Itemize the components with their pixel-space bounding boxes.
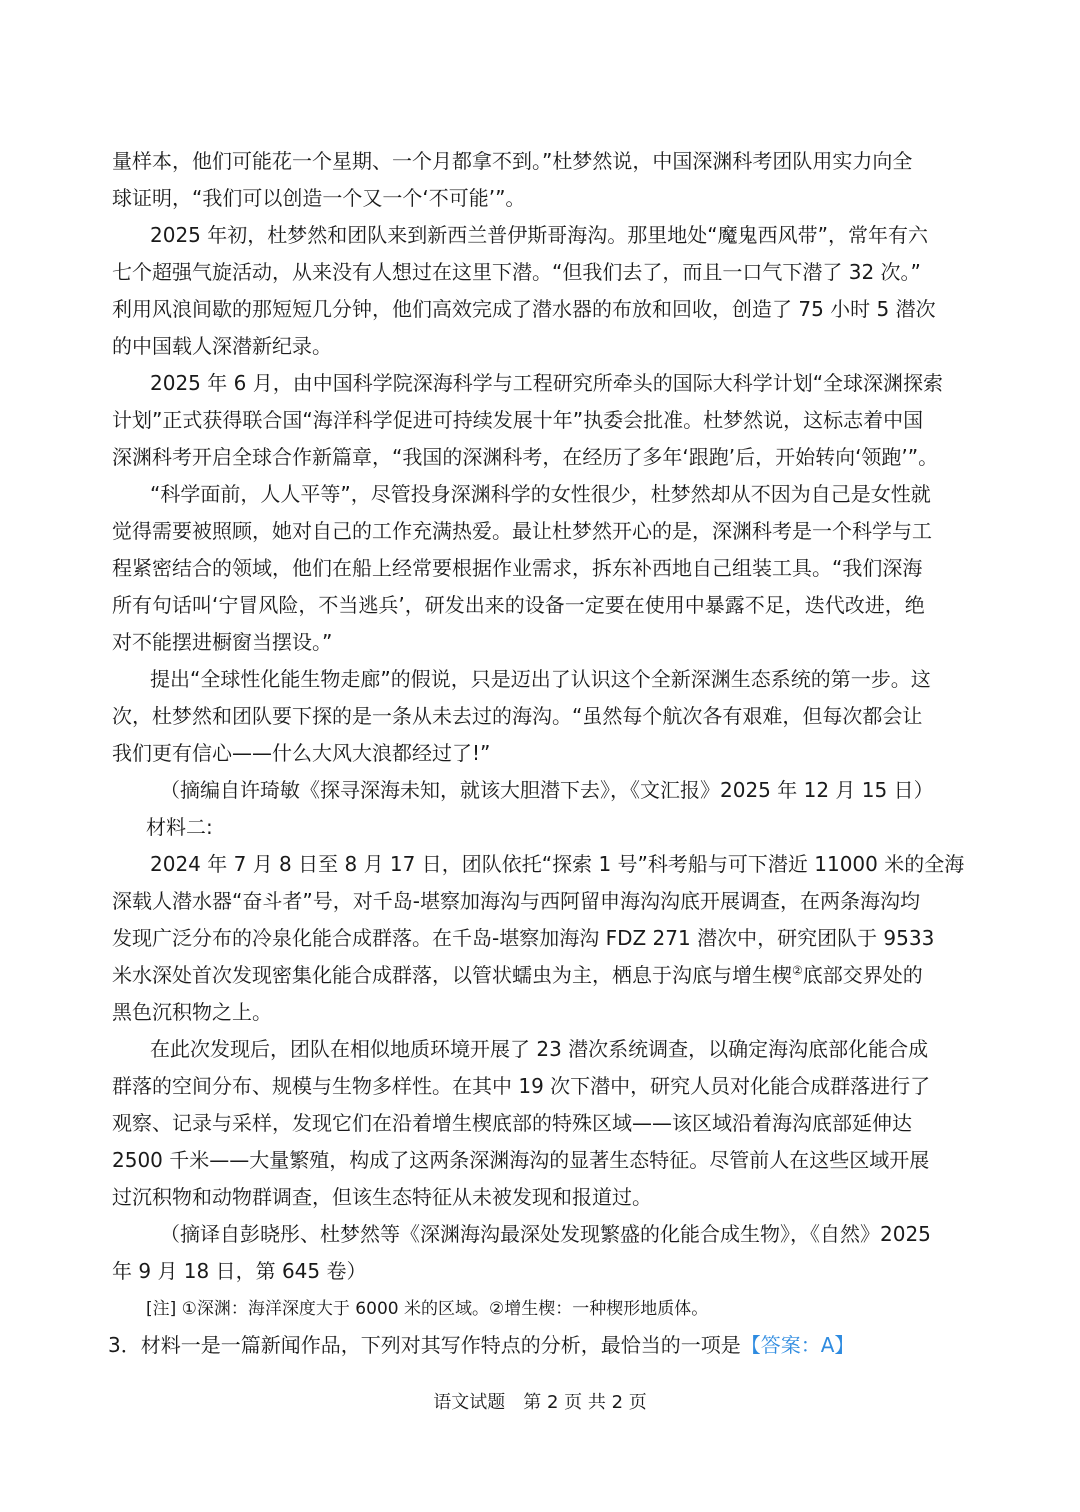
page-footer: 语文试题 第 2 页 共 2 页 (433, 1392, 647, 1413)
text-line: 的中国载人深潜新纪录。 (112, 334, 332, 358)
text-line: 七个超强气旋活动，从来没有人想过在这里下潜。“但我们去了，而且一口气下潜了 32 次。” (112, 260, 921, 284)
text-segment: 米水深处首次发现密集化能合成群落，以管状蠕虫为主，栖息于沟底与增生楔 (112, 963, 792, 987)
footnote-marker: ② (792, 963, 803, 978)
text-line: 深载人潜水器“奋斗者”号，对千岛-堪察加海沟与西阿留申海沟沟底开展调查，在两条海沟均 (112, 889, 920, 913)
text-line: 2024 年 7 月 8 日至 8 月 17 日，团队依托“探索 1 号”科考船与可下潜近 11000 米的全海 (150, 852, 965, 876)
answer-label: 【答案：A】 (740, 1333, 855, 1357)
text-line: 对不能摆进橱窗当摆设。” (112, 630, 333, 654)
text-line: 利用风浪间歇的那短短几分钟，他们高效完成了潜水器的布放和回收，创造了 75 小时 5 潜次 (112, 297, 936, 321)
text-line: 过沉积物和动物群调查，但该生态特征从未被发现和报道过。 (112, 1185, 652, 1209)
text-line: 觉得需要被照顾，她对自己的工作充满热爱。最让杜梦然开心的是，深渊科考是一个科学与工 (112, 519, 932, 543)
text-line: 2025 年 6 月，由中国科学院深海科学与工程研究所牵头的国际大科学计划“全球深渊探索 (150, 371, 944, 395)
text-line: 2025 年初，杜梦然和团队来到新西兰普伊斯哥海沟。那里地处“魔鬼西风带”，常年有六 (150, 223, 928, 247)
source-citation-2: （摘译自彭晓彤、杜梦然等《深渊海沟最深处发现繁盛的化能合成生物》，《自然》2025 (160, 1222, 931, 1246)
text-line: 我们更有信心——什么大风大浪都经过了!” (112, 741, 491, 765)
text-segment: 底部交界处的 (802, 963, 923, 987)
text-line: 所有句话叫‘宁冒风险，不当逃兵’，研发出来的设备一定要在使用中暴露不足，迭代改进，绝 (112, 593, 925, 617)
footnote: [注] ①深渊：海洋深度大于 6000 米的区域。②增生楔：一种楔形地质体。 (146, 1299, 709, 1319)
question-3 (108, 1327, 970, 1364)
text-line: 计划”正式获得联合国“海洋科学促进可持续发展十年”执委会批准。杜梦然说，这标志着中国 (112, 408, 924, 432)
text-line: 球证明，“我们可以创造一个又一个‘不可能’”。 (112, 186, 526, 210)
source-citation-2-cont: 年 9 月 18 日，第 645 卷） (112, 1259, 367, 1283)
question-text: 3．材料一是一篇新闻作品，下列对其写作特点的分析，最恰当的一项是 (108, 1333, 741, 1357)
text-line: 程紧密结合的领域，他们在船上经常要根据作业需求，拆东补西地自己组装工具。“我们深海 (112, 556, 923, 580)
text-line: 深渊科考开启全球合作新篇章，“我国的深渊科考，在经历了多年‘跟跑’后，开始转向‘领跑’”。 (112, 445, 939, 469)
text-line: 黑色沉积物之上。 (112, 1000, 272, 1024)
text-line: 提出“全球性化能生物走廊”的假说，只是迈出了认识这个全新深渊生态系统的第一步。这 (150, 667, 931, 691)
text-line: “科学面前，人人平等”，尽管投身深渊科学的女性很少，杜梦然却从不因为自己是女性就 (150, 482, 931, 506)
article-body (108, 143, 970, 1364)
text-line: 2500 千米——大量繁殖，构成了这两条深渊海沟的显著生态特征。尽管前人在这些区域开展 (112, 1148, 930, 1172)
text-line: 观察、记录与采样，发现它们在沿着增生楔底部的特殊区域——该区域沿着海沟底部延伸达 (112, 1111, 912, 1135)
text-line: 量样本，他们可能花一个星期、一个月都拿不到。”杜梦然说，中国深渊科考团队用实力向全 (112, 149, 913, 173)
text-line: 次，杜梦然和团队要下探的是一条从未去过的海沟。“虽然每个航次各有艰难，但每次都会让 (112, 704, 923, 728)
material-2-label: 材料二: (146, 815, 213, 839)
text-line: 发现广泛分布的冷泉化能合成群落。在千岛-堪察加海沟 FDZ 271 潜次中，研究团队于 9533 (112, 926, 935, 950)
text-line (112, 957, 970, 994)
text-line: 群落的空间分布、规模与生物多样性。在其中 19 次下潜中，研究人员对化能合成群落进行了 (112, 1074, 931, 1098)
text-line: 在此次发现后，团队在相似地质环境开展了 23 潜次系统调查，以确定海沟底部化能合成 (150, 1037, 929, 1061)
source-citation-1: （摘编自许琦敏《探寻深海未知，就该大胆潜下去》，《文汇报》2025 年 12 月 15 日） (160, 778, 934, 802)
